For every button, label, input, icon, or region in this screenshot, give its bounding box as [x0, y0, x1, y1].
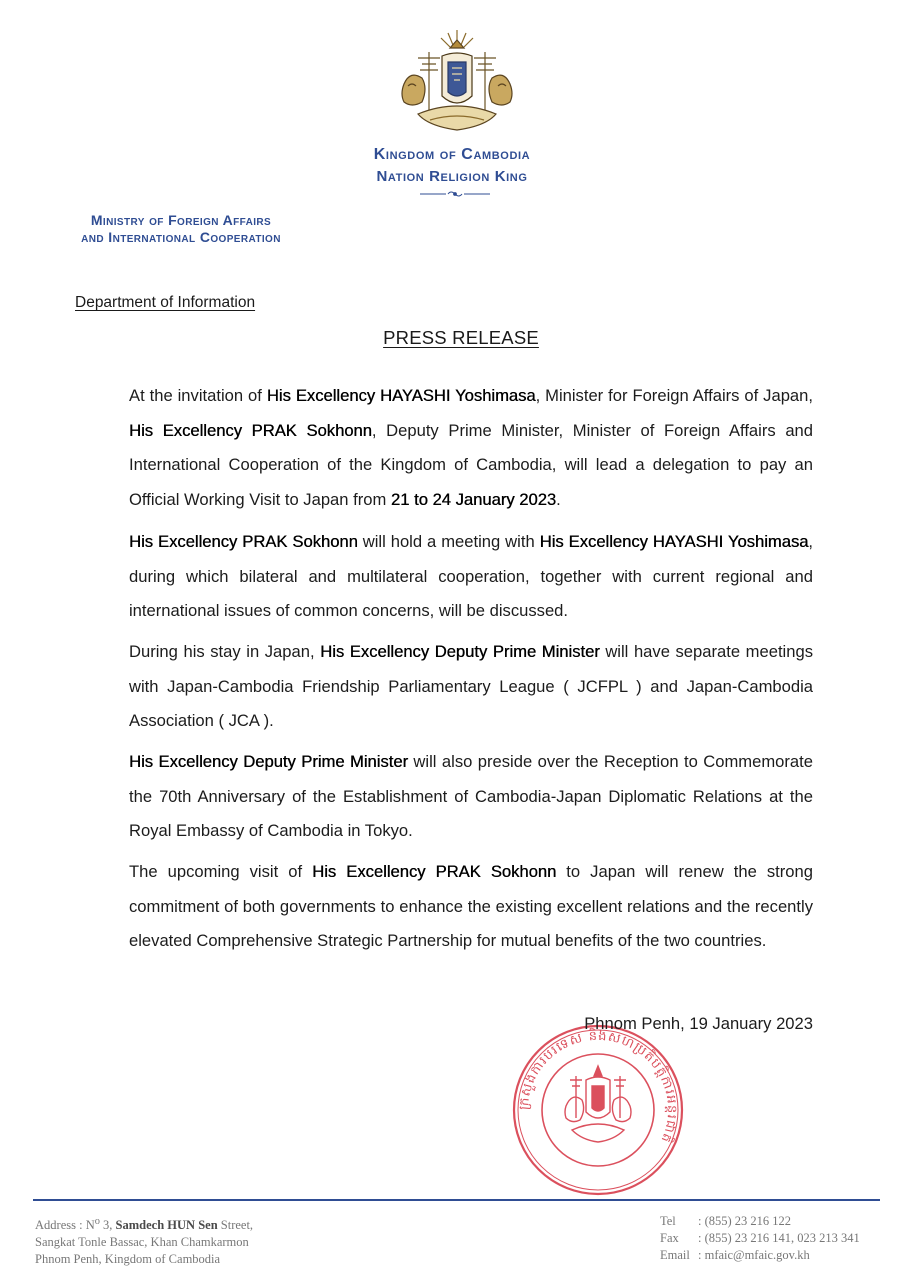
body-text: , during which bilateral and multilateral cooperation, together with current regional and international issues of common concerns, will be discussed. [129, 532, 813, 620]
contact-email [660, 1247, 900, 1264]
body-text: will have separate meetings with Japan-Cambodia Friendship Parliamentary League ( JCFPL ) and Japan-Cambodia Association ( JCA ). [129, 642, 813, 730]
tel-label: Tel [660, 1214, 676, 1228]
paragraph-5 [129, 855, 813, 959]
royal-coat-of-arms [396, 28, 518, 140]
emphasized-text: His Excellency Deputy Prime Minister [129, 752, 408, 771]
email-value[interactable]: : mfaic@mfaic.gov.kh [698, 1248, 810, 1262]
body-text: , Deputy Prime Minister, Minister of Foreign Affairs and International Cooperation of the Kingdom of Cambodia, will lead a delegation to pay an Official Working Visit to Japan from [129, 420, 813, 509]
fax-value: : (855) 23 216 141, 023 213 341 [698, 1231, 860, 1245]
emphasized-text: His Excellency PRAK Sokhonn [129, 420, 372, 440]
address-line-3: Phnom Penh, Kingdom of Cambodia [35, 1252, 221, 1267]
body-text: to Japan will renew the strong commitment of both governments to enhance the existing excellent relations and the recently elevated Comprehensive Strategic Partnership for mutual benefits of the two countries. [129, 862, 813, 950]
paragraph-3 [129, 635, 813, 739]
ministry-line-2: and International Cooperation [81, 229, 281, 245]
body-text: , Minister for Foreign Affairs of Japan, [535, 386, 813, 405]
footer-address [35, 1213, 355, 1268]
address-suffix: Street, [217, 1218, 254, 1233]
department-label: Department of Information [75, 294, 256, 311]
address-line-1 [35, 1213, 355, 1234]
address-line-2: Sangkat Tonle Bassac, Khan Chamkarmon [35, 1235, 249, 1250]
national-motto: Nation Religion King [376, 168, 528, 185]
emphasized-text: His Excellency PRAK Sokhonn [129, 532, 358, 551]
footer-divider [33, 1199, 880, 1201]
body-text: . [556, 489, 561, 509]
official-seal-stamp [510, 1022, 686, 1198]
ministry-line-1: Ministry of Foreign Affairs [90, 212, 272, 228]
emphasized-text: His Excellency HAYASHI Yoshimasa [266, 386, 536, 405]
address-street-name: Samdech HUN Sen [115, 1218, 218, 1233]
address-prefix: Address : N [35, 1218, 95, 1233]
paragraph-4 [129, 745, 813, 849]
kingdom-name: Kingdom of Cambodia [373, 146, 531, 163]
fax-label: Fax [660, 1231, 679, 1245]
ministry-name [36, 212, 326, 246]
emphasized-text: 21 to 24 January 2023 [390, 489, 557, 509]
body-text: will also preside over the Reception to Commemorate the 70th Anniversary of the Establishment of Cambodia-Japan Diplomatic Relations at the Royal Embassy of Cambodia in Tokyo. [129, 752, 813, 840]
body-text: During his stay in Japan, [129, 642, 321, 661]
document-title: PRESS RELEASE [383, 327, 539, 348]
paragraph-1 [129, 379, 813, 517]
address-number: 3, [99, 1218, 116, 1233]
footer-contact [660, 1213, 900, 1264]
body-text: The upcoming visit of [129, 862, 313, 881]
email-label: Email [660, 1248, 690, 1262]
contact-tel [660, 1213, 900, 1230]
address-sup: o [94, 1216, 100, 1227]
dateline: Phnom Penh, 19 January 2023 [584, 1014, 813, 1033]
emphasized-text: His Excellency HAYASHI Yoshimasa [539, 532, 809, 551]
contact-fax [660, 1230, 900, 1247]
seal-ring-text: ក្រសួងការបរទេស និងសហប្រតិបត្តិការអន្តរជាតិ [516, 1028, 680, 1146]
ornament-divider [420, 189, 490, 199]
tel-value: : (855) 23 216 122 [698, 1214, 792, 1228]
emphasized-text: His Excellency Deputy Prime Minister [320, 642, 600, 661]
emphasized-text: His Excellency PRAK Sokhonn [312, 862, 557, 881]
paragraph-2 [129, 525, 813, 629]
body-text: At the invitation of [129, 386, 267, 405]
body-text: will hold a meeting with [357, 532, 540, 551]
